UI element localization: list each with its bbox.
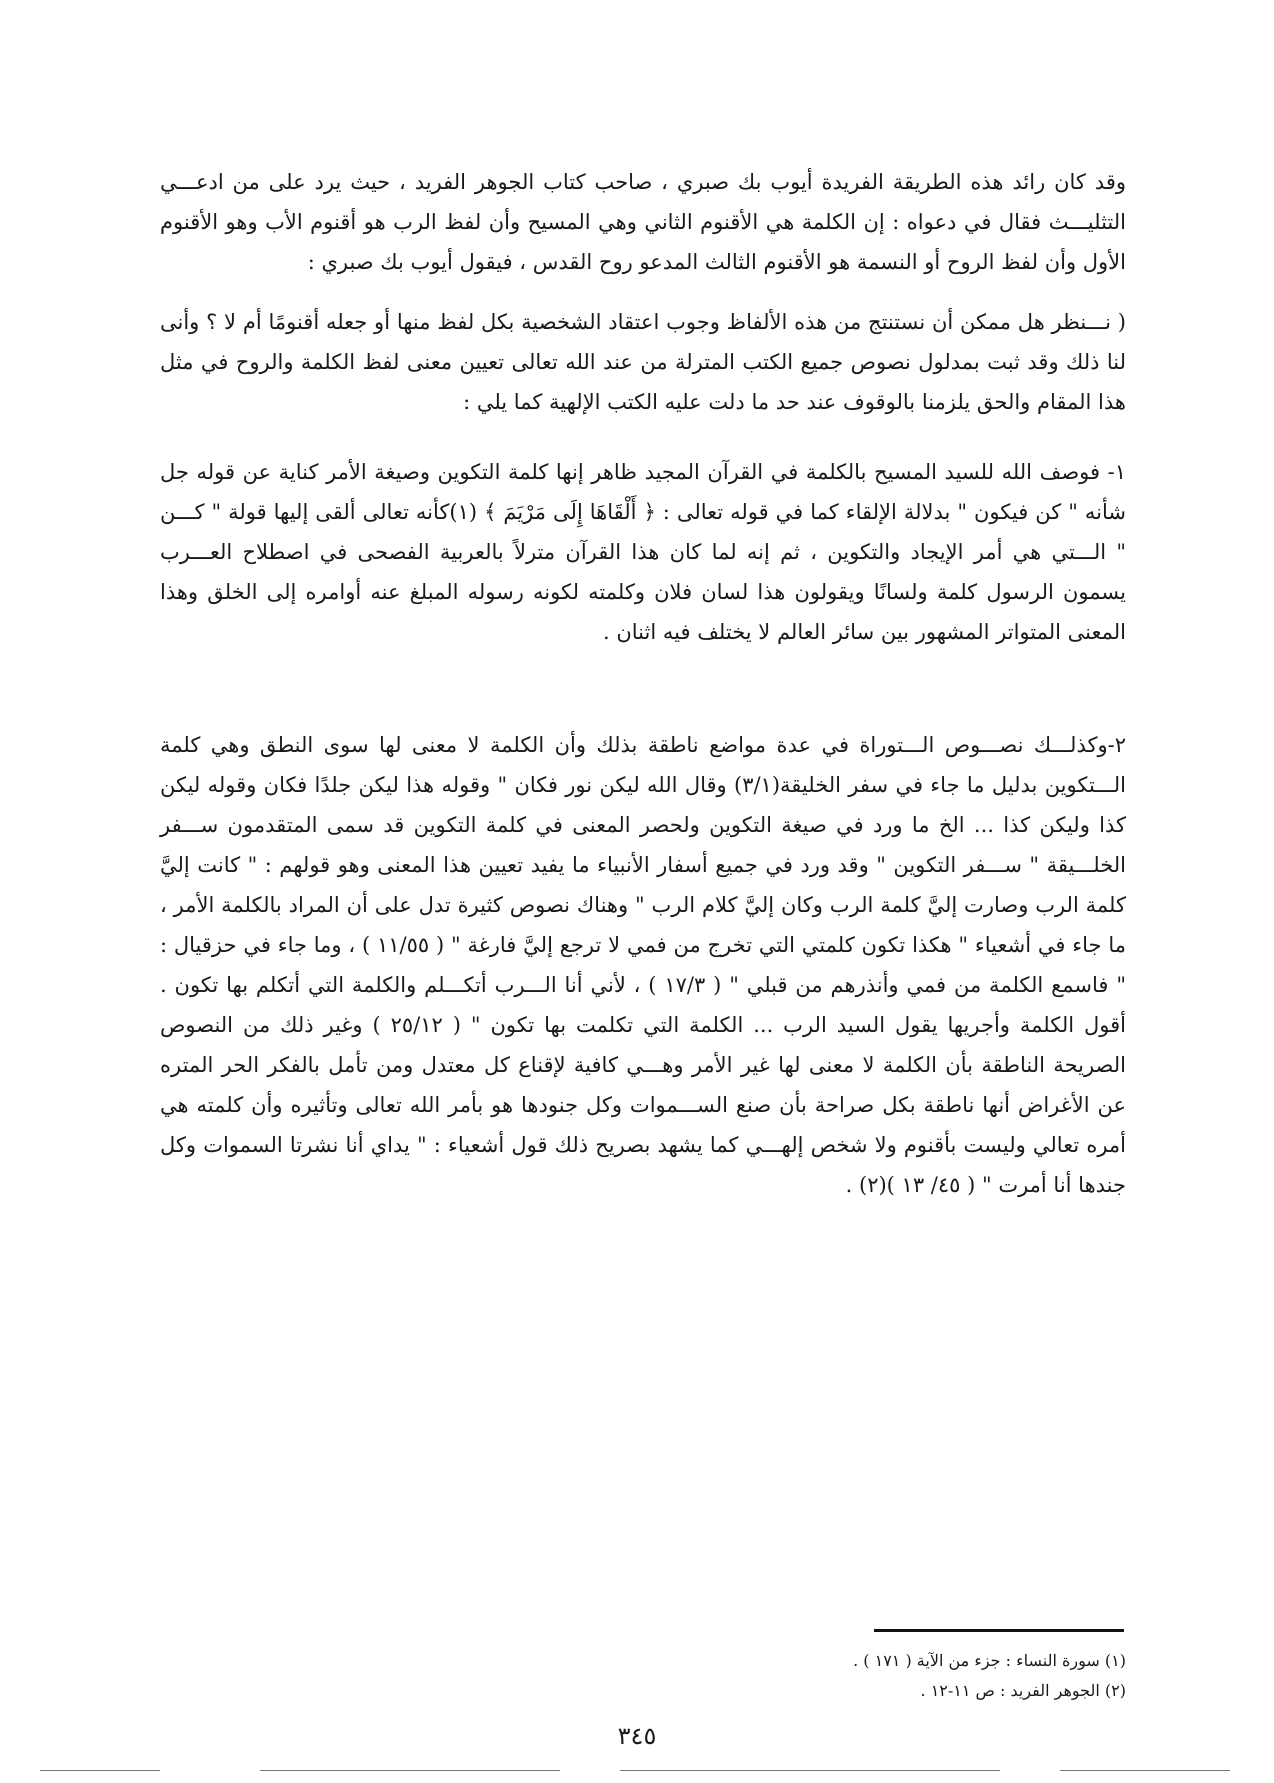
scan-artifact-line	[1060, 1770, 1230, 1771]
list-item-1	[160, 452, 1126, 652]
footnote-divider	[874, 1629, 1124, 1632]
quote-paragraph	[160, 302, 1126, 422]
intro-paragraph	[160, 162, 1126, 282]
page-number: ٣٤٥	[617, 1722, 657, 1750]
list-item-2	[160, 725, 1126, 1205]
scan-artifact-line	[40, 1770, 160, 1771]
footnote-1: (١) سورة النساء : جزء من الآية ( ١٧١ ) .	[853, 1651, 1126, 1670]
paragraph-text: وقد كان رائد هذه الطريقة الفريدة أيوب بك صبري ، صاحب كتاب الجوهر الفريد ، حيث يرد على من ادعـــي التثليـــث فقال في دعواه : إن الكلمة هي الأقنوم الثاني وهي المسيح وأن لفظ الرب هو أقنوم الأب وهو الأقنوم الأول وأن لفظ الروح أو النسمة هو الأقنوم الثالث المدعو روح القدس ، فيقول أيوب بك صبري :	[160, 170, 1126, 274]
list-item-text: ٢-وكذلـــك نصـــوص الـــتوراة في عدة مواضع ناطقة بذلك وأن الكلمة لا معنى لها سوى النطق وهي كلمة الـــتكوين بدليل ما جاء في سفر الخليقة(٣/١) وقال الله ليكن نور فكان " وقوله هذا ليكن جلدًا فكان وقوله ليكن كذا وليكن كذا ... الخ ما ورد في صيغة التكوين ولحصر المعنى في كلمة التكوين قد سمى المتقدمون ســـفر الخلـــيقة " ســـفر التكوين " وقد ورد في جميع أسفار الأنبياء ما يفيد تعيين هذا المعنى وهو قولهم : " كانت إليَّ كلمة الرب وصارت إليَّ كلمة الرب وكان إليَّ كلام الرب " وهناك نصوص كثيرة تدل على أن المراد بالكلمة الأمر ، ما جاء في أشعياء " هكذا تكون كلمتي التي تخرج من فمي لا ترجع إليَّ فارغة " ( ١١/٥٥ ) ، وما جاء في حزقيال : " فاسمع الكلمة من فمي وأنذرهم من قبلي " ( ١٧/٣ ) ، لأني أنا الـــرب أتكـــلم والكلمة التي أتكلم بها تكون . أقول الكلمة وأجريها يقول السيد الرب ... الكلمة التي تكلمت بها تكون " ( ٢٥/١٢ ) وغير ذلك من النصوص الصريحة الناطقة بأن الكلمة لا معنى لها غير الأمر وهـــي كافية لإقناع كل معتدل ومن تأمل بالفكر الحر المتره عن الأغراض أنها ناطقة بكل صراحة بأن صنع الســـموات وكل جنودها هو بأمر الله تعالى وتأثيره وأن كلمته هي أمره تعالي وليست بأقنوم ولا شخص إلهـــي كما يشهد بصريح ذلك قول أشعياء : " يداي أنا نشرتا السموات وكل جندها أنا أمرت " ( ٤٥/ ١٣ )(٢) .	[160, 733, 1126, 1197]
footnotes	[700, 1646, 1126, 1706]
scan-artifact-line	[260, 1770, 560, 1771]
footnote-2: (٢) الجوهر الفريد : ص ١١-١٢ .	[920, 1681, 1126, 1700]
list-item-text: ١- فوصف الله للسيد المسيح بالكلمة في القرآن المجيد ظاهر إنها كلمة التكوين وصيغة الأمر كناية عن قوله جل شأنه " كن فيكون " بدلالة الإلقاء كما في قوله تعالى : ﴿ أَلْقَاهَا إِلَى مَرْيَمَ ﴾ (١)كأنه تعالى ألقى إليها قولة " كـــن " الـــتي هي أمر الإيجاد والتكوين ، ثم إنه لما كان هذا القرآن مترلاً بالعربية الفصحى في اصطلاح العـــرب يسمون الرسول كلمة ولسانًا ويقولون هذا لسان فلان وكلمته لكونه رسوله المبلغ عنه أوامره إلى الخلق وهذا المعنى المتواتر المشهور بين سائر العالم لا يختلف فيه اثنان .	[160, 460, 1126, 644]
paragraph-text: ( نـــنظر هل ممكن أن نستنتج من هذه الألفاظ وجوب اعتقاد الشخصية بكل لفظ منها أو جعله أقنومًا أم لا ؟ وأنى لنا ذلك وقد ثبت بمدلول نصوص جميع الكتب المترلة من عند الله تعالى تعيين معنى لفظ الكلمة والروح في مثل هذا المقام والحق يلزمنا بالوقوف عند حد ما دلت عليه الكتب الإلهية كما يلي :	[160, 310, 1126, 414]
scan-artifact-line	[620, 1770, 1000, 1771]
